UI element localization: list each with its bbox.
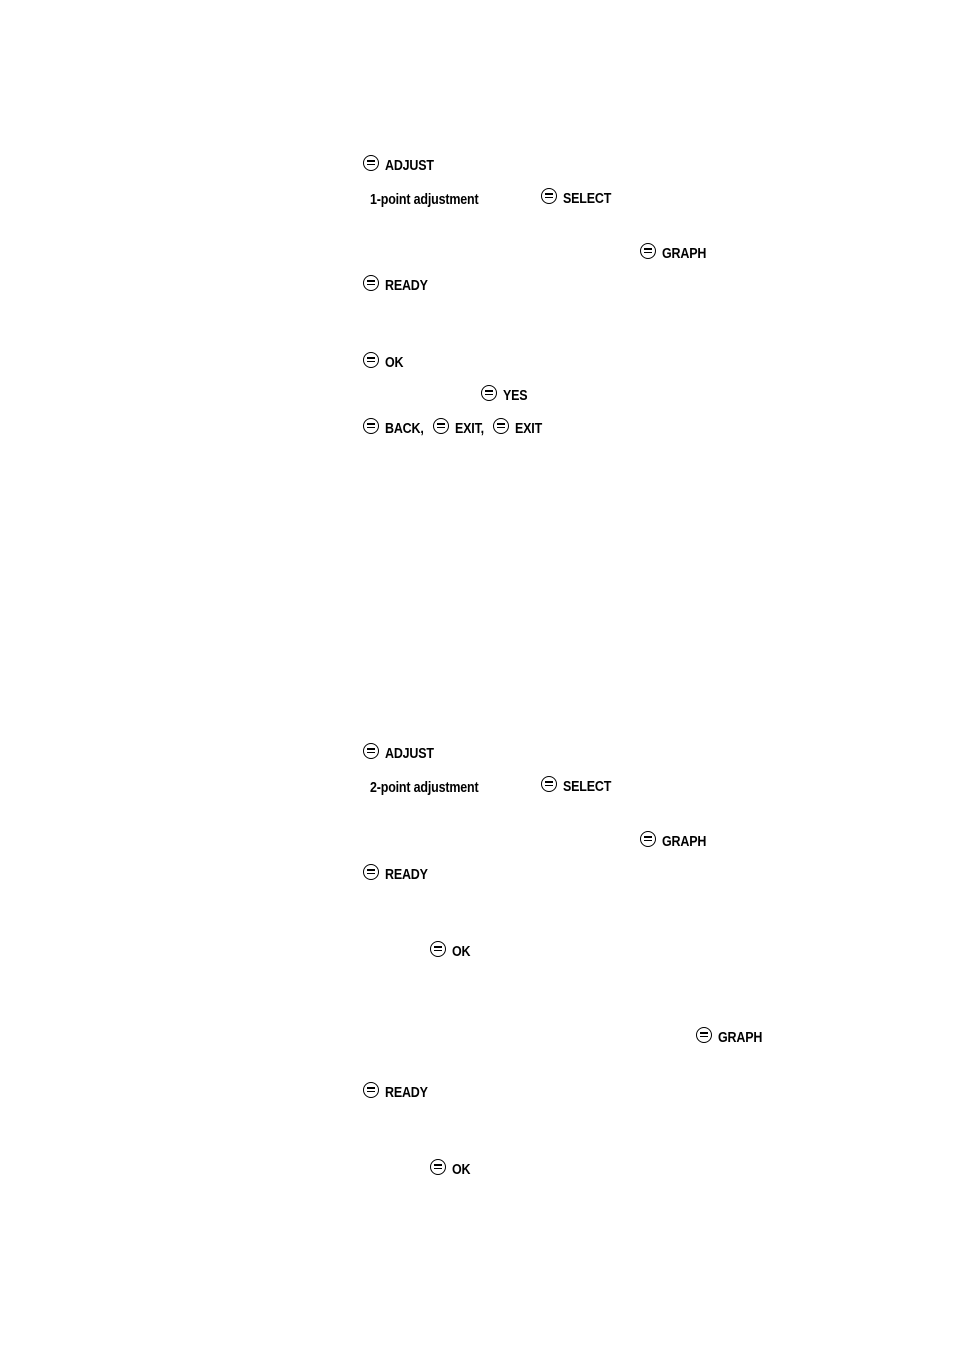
softkey-label-ready: READY <box>385 1085 428 1101</box>
menu-option-label: 2-point adjustment <box>370 780 479 796</box>
softkey-label-adjust: ADJUST <box>385 158 434 174</box>
menu-option-2pt <box>370 780 496 796</box>
softkey-icon <box>363 418 379 434</box>
softkey-icon <box>541 776 557 792</box>
step-yes-1pt <box>481 388 531 404</box>
softkey-label-select: SELECT <box>563 191 612 207</box>
step-ready-1pt <box>363 278 435 294</box>
softkey-label-graph: GRAPH <box>718 1030 763 1046</box>
softkey-icon <box>430 1159 446 1175</box>
softkey-label-adjust: ADJUST <box>385 746 434 762</box>
menu-option-1pt <box>370 192 496 208</box>
step-ready2-2pt <box>363 1085 435 1101</box>
softkey-label-ok: OK <box>452 1162 471 1178</box>
step-select-1pt <box>541 191 619 207</box>
softkey-label-graph: GRAPH <box>662 834 707 850</box>
step-graph1-2pt <box>640 834 713 850</box>
softkey-icon <box>430 941 446 957</box>
step-adjust-1pt <box>363 158 442 174</box>
softkey-icon <box>363 155 379 171</box>
step-adjust-2pt <box>363 746 442 762</box>
step-graph-1pt <box>640 246 713 262</box>
softkey-icon <box>363 864 379 880</box>
step-back-exit-1pt <box>363 421 430 437</box>
softkey-icon <box>493 418 509 434</box>
softkey-icon <box>363 1082 379 1098</box>
step-exit-a-1pt <box>433 421 489 437</box>
softkey-label-ready: READY <box>385 278 428 294</box>
step-exit-b-1pt <box>493 421 546 437</box>
softkey-icon <box>640 243 656 259</box>
step-ok1-2pt <box>430 944 473 960</box>
softkey-label-yes: YES <box>503 388 528 404</box>
softkey-icon <box>481 385 497 401</box>
softkey-icon <box>640 831 656 847</box>
softkey-label-ok: OK <box>452 944 471 960</box>
step-select-2pt <box>541 779 619 795</box>
softkey-icon <box>433 418 449 434</box>
step-ok-1pt <box>363 355 406 371</box>
step-graph2-2pt <box>696 1030 769 1046</box>
softkey-label-exit: EXIT, <box>455 421 484 437</box>
softkey-label-exit: EXIT <box>515 421 543 437</box>
softkey-icon <box>541 188 557 204</box>
softkey-label-back: BACK, <box>385 421 424 437</box>
softkey-label-select: SELECT <box>563 779 612 795</box>
step-ready1-2pt <box>363 867 435 883</box>
softkey-label-ready: READY <box>385 867 428 883</box>
step-ok2-2pt <box>430 1162 473 1178</box>
softkey-icon <box>696 1027 712 1043</box>
menu-option-label: 1-point adjustment <box>370 192 479 208</box>
softkey-icon <box>363 743 379 759</box>
softkey-icon <box>363 275 379 291</box>
softkey-label-ok: OK <box>385 355 404 371</box>
softkey-label-graph: GRAPH <box>662 246 707 262</box>
softkey-icon <box>363 352 379 368</box>
